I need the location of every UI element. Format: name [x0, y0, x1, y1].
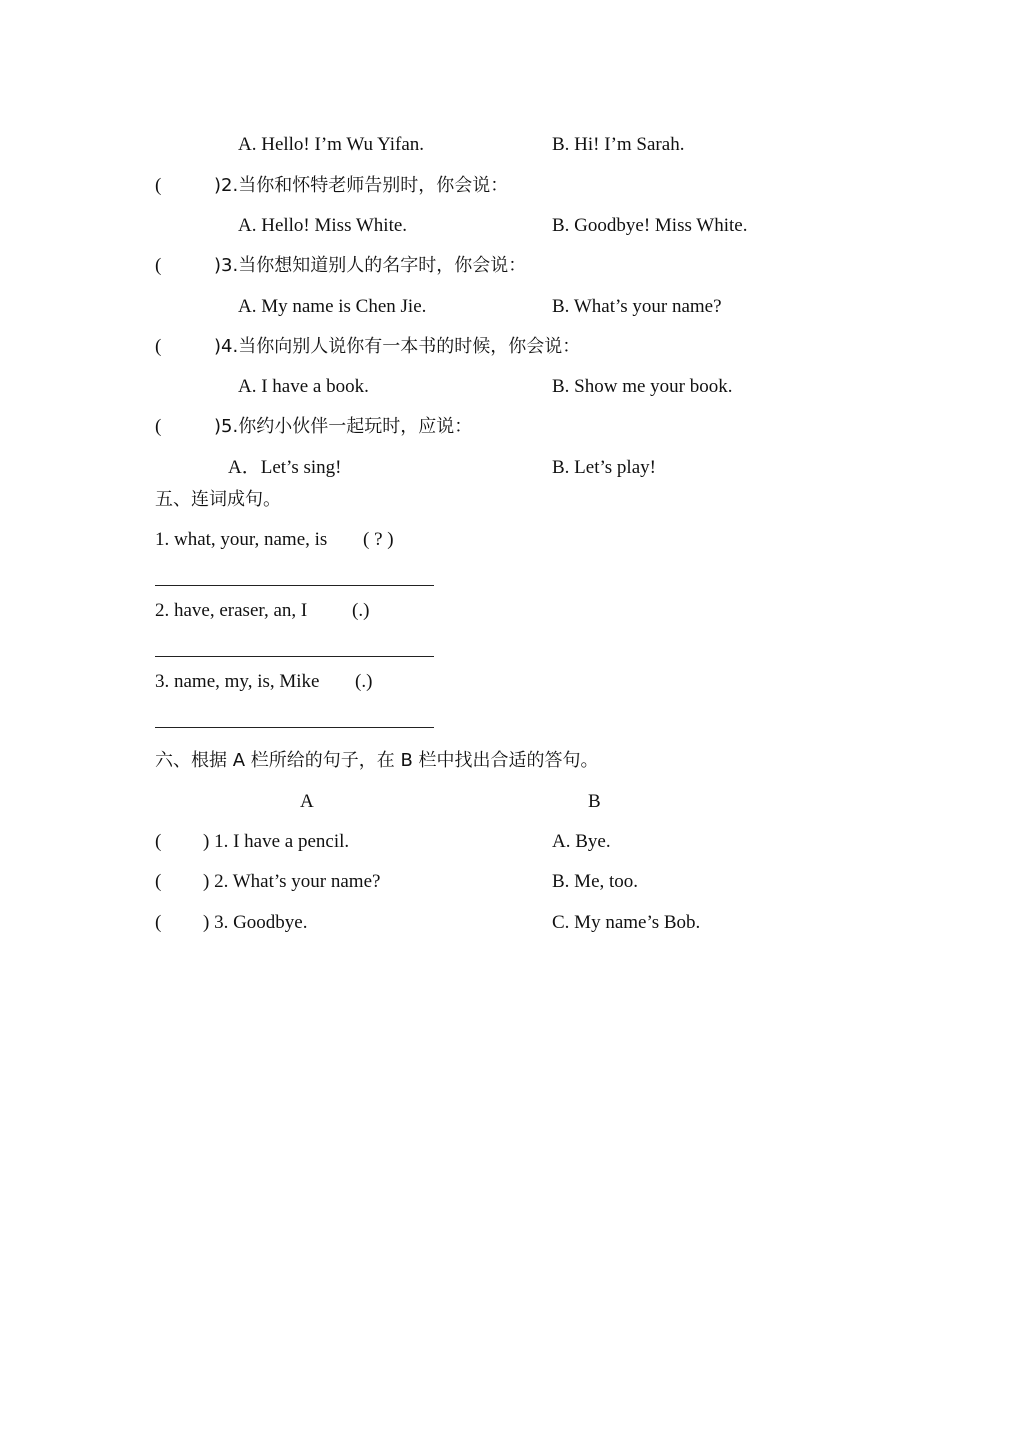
- q4-option-b: B. Show me your book.: [552, 376, 733, 397]
- answer-line-2[interactable]: [155, 656, 434, 657]
- q3-option-b: B. What’s your name?: [552, 296, 722, 317]
- q4-option-a: A. I have a book.: [238, 376, 369, 397]
- match-row-1-question: ) 1. I have a pencil.: [203, 831, 350, 852]
- reorder-item-3-punct: (.): [355, 671, 373, 692]
- section5-title: 五、连词成句。: [155, 489, 281, 510]
- reorder-item-2-words: 2. have, eraser, an, I: [155, 600, 308, 621]
- reorder-item-1-punct: ( ? ): [363, 529, 394, 550]
- q5-option-b: B. Let’s play!: [552, 457, 656, 478]
- answer-line-3[interactable]: [155, 727, 434, 728]
- q1-option-b: B. Hi! I’m Sarah.: [552, 134, 685, 155]
- q5-prompt: )5.你约小伙伴一起玩时，应说：: [214, 416, 473, 437]
- match-row-3-answer: C. My name’s Bob.: [552, 912, 701, 933]
- q3-option-a: A. My name is Chen Jie.: [238, 296, 427, 317]
- q1-option-a: A. Hello! I’m Wu Yifan.: [238, 134, 425, 155]
- q2-prompt: )2.当你和怀特老师告别时，你会说：: [214, 175, 509, 196]
- q3-answer-paren: (: [155, 255, 162, 276]
- match-row-1-answer: A. Bye.: [552, 831, 611, 852]
- q2-answer-paren: (: [155, 175, 162, 196]
- match-row-2-question: ) 2. What’s your name?: [203, 871, 381, 892]
- match-row-2-paren: (: [155, 871, 162, 892]
- match-row-3-question: ) 3. Goodbye.: [203, 912, 308, 933]
- q2-option-b: B. Goodbye! Miss White.: [552, 215, 748, 236]
- match-row-2-answer: B. Me, too.: [552, 871, 639, 892]
- q3-prompt: )3.当你想知道别人的名字时，你会说：: [214, 255, 527, 276]
- section6-title: 六、根据 A 栏所给的句子，在 B 栏中找出合适的答句。: [155, 750, 599, 771]
- answer-line-1[interactable]: [155, 585, 434, 586]
- q2-option-a: A. Hello! Miss White.: [238, 215, 408, 236]
- reorder-item-2-punct: (.): [352, 600, 370, 621]
- q4-answer-paren: (: [155, 336, 162, 357]
- match-row-3-paren: (: [155, 912, 162, 933]
- column-b-header: B: [588, 791, 601, 812]
- reorder-item-3-words: 3. name, my, is, Mike: [155, 671, 320, 692]
- q4-prompt: )4.当你向别人说你有一本书的时候，你会说：: [214, 336, 581, 357]
- reorder-item-1-words: 1. what, your, name, is: [155, 529, 328, 550]
- match-row-1-paren: (: [155, 831, 162, 852]
- column-a-header: A: [300, 791, 314, 812]
- q5-option-a: A．Let’s sing!: [228, 457, 342, 478]
- q5-answer-paren: (: [155, 416, 162, 437]
